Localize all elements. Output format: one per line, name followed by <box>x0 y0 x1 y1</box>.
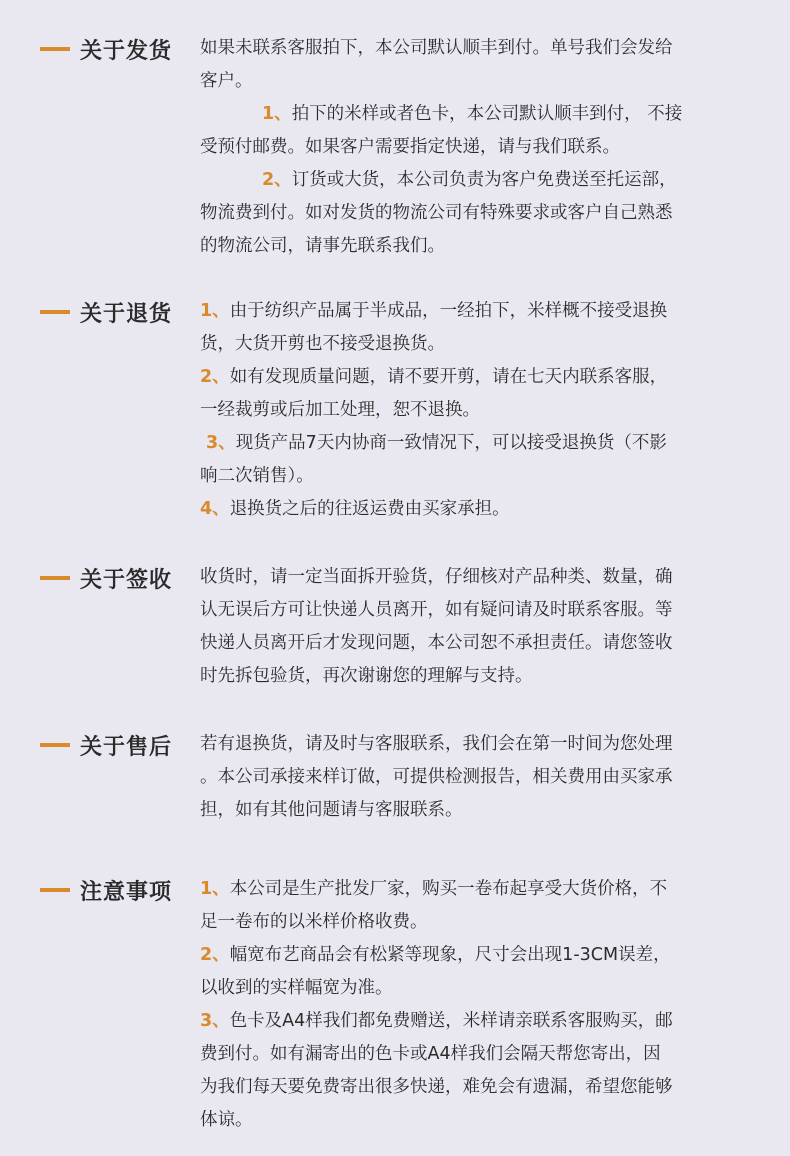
body-line <box>200 460 748 493</box>
line-text: 以收到的实样幅宽为准。 <box>200 978 393 998</box>
heading-dash-icon <box>40 310 70 314</box>
body-line <box>200 98 748 131</box>
line-text: 订货或大货，本公司负责为客户免费送至托运部， <box>291 170 677 190</box>
body-line <box>200 1005 748 1038</box>
body-line <box>200 561 748 594</box>
section-title: 关于签收 <box>80 567 173 593</box>
body-line <box>200 1038 748 1071</box>
line-text: 受预付邮费。如果客户需要指定快递，请与我们联系。 <box>200 137 620 157</box>
line-text: 时先拆包验货，再次谢谢您的理解与支持。 <box>200 666 533 686</box>
body-line <box>200 230 748 263</box>
body-line <box>200 594 748 627</box>
section-heading <box>40 728 172 762</box>
item-number: 3、 <box>206 433 236 453</box>
line-text: 物流费到付。如对发货的物流公司有特殊要求或客户自己熟悉 <box>200 203 673 223</box>
body-line <box>200 906 748 939</box>
section-title: 注意事项 <box>80 879 173 905</box>
item-number: 1、 <box>200 301 230 321</box>
line-text: 体谅。 <box>200 1110 253 1130</box>
line-text: 由于纺织产品属于半成品，一经拍下，米样概不接受退换 <box>229 301 668 321</box>
body-line <box>200 65 748 98</box>
body-line <box>200 493 748 526</box>
body-line <box>200 164 748 197</box>
body-line <box>200 32 748 65</box>
line-text: 一经裁剪或后加工处理，恕不退换。 <box>200 400 480 420</box>
line-text: 若有退换货，请及时与客服联系，我们会在第一时间为您处理 <box>200 734 673 754</box>
line-text: 如有发现质量问题，请不要开剪，请在七天内联系客服， <box>229 367 668 387</box>
item-number: 2、 <box>262 170 292 190</box>
body-line <box>200 660 748 693</box>
item-number: 1、 <box>200 879 230 899</box>
section-heading <box>40 295 172 329</box>
body-line <box>200 131 748 164</box>
heading-dash-icon <box>40 576 70 580</box>
line-text: 收货时，请一定当面拆开验货，仔细核对产品种类、数量，确 <box>200 567 673 587</box>
item-number: 2、 <box>200 945 230 965</box>
heading-dash-icon <box>40 743 70 747</box>
line-text: 客户。 <box>200 71 253 91</box>
body-line <box>200 328 748 361</box>
line-text: 货，大货开剪也不接受退换货。 <box>200 334 445 354</box>
section-heading <box>40 873 172 907</box>
line-text: 色卡及A4样我们都免费赠送，米样请亲联系客服购买，邮 <box>229 1011 673 1031</box>
line-text: 的物流公司，请事先联系我们。 <box>200 236 445 256</box>
body-line <box>200 972 748 1005</box>
body-line <box>200 627 748 660</box>
line-text: 退换货之后的往返运费由买家承担。 <box>229 499 510 519</box>
body-line <box>200 427 748 460</box>
body-line <box>200 939 748 972</box>
section-body <box>200 561 748 693</box>
body-line <box>200 197 748 230</box>
line-text: 如果未联系客服拍下，本公司默认顺丰到付。单号我们会发给 <box>200 38 673 58</box>
line-text: 。本公司承接来样订做，可提供检测报告，相关费用由买家承 <box>200 767 673 787</box>
line-text: 认无误后方可让快递人员离开，如有疑问请及时联系客服。等 <box>200 600 673 620</box>
body-line <box>200 873 748 906</box>
body-line <box>200 295 748 328</box>
heading-dash-icon <box>40 888 70 892</box>
item-number: 2、 <box>200 367 230 387</box>
body-line <box>200 794 748 827</box>
section-title: 关于售后 <box>80 734 173 760</box>
line-text: 幅宽布艺商品会有松紧等现象，尺寸会出现1-3CM误差， <box>229 945 671 965</box>
body-line <box>200 1071 748 1104</box>
section-body <box>200 873 748 1137</box>
item-number: 4、 <box>200 499 230 519</box>
line-text: 为我们每天要免费寄出很多快递，难免会有遗漏，希望您能够 <box>200 1077 673 1097</box>
line-text: 现货产品7天内协商一致情况下，可以接受退换货（不影 <box>235 433 667 453</box>
section-body <box>200 728 748 827</box>
line-text: 担，如有其他问题请与客服联系。 <box>200 800 463 820</box>
line-text: 拍下的米样或者色卡，本公司默认顺丰到付， 不接 <box>291 104 683 124</box>
section-heading <box>40 561 172 595</box>
heading-dash-icon <box>40 47 70 51</box>
item-number: 1、 <box>262 104 292 124</box>
line-text: 费到付。如有漏寄出的色卡或A4样我们会隔天帮您寄出，因 <box>200 1044 661 1064</box>
section-title: 关于发货 <box>80 38 173 64</box>
line-text: 本公司是生产批发厂家，购买一卷布起享受大货价格，不 <box>229 879 668 899</box>
body-line <box>200 394 748 427</box>
body-line <box>200 761 748 794</box>
section-body <box>200 295 748 526</box>
section-title: 关于退货 <box>80 301 173 327</box>
line-text: 快递人员离开后才发现问题，本公司恕不承担责任。请您签收 <box>200 633 673 653</box>
body-line <box>200 1104 748 1137</box>
section-body <box>200 32 748 263</box>
line-text: 响二次销售）。 <box>200 466 314 486</box>
line-text: 足一卷布的以米样价格收费。 <box>200 912 428 932</box>
section-heading <box>40 32 172 66</box>
item-number: 3、 <box>200 1011 230 1031</box>
body-line <box>200 361 748 394</box>
body-line <box>200 728 748 761</box>
